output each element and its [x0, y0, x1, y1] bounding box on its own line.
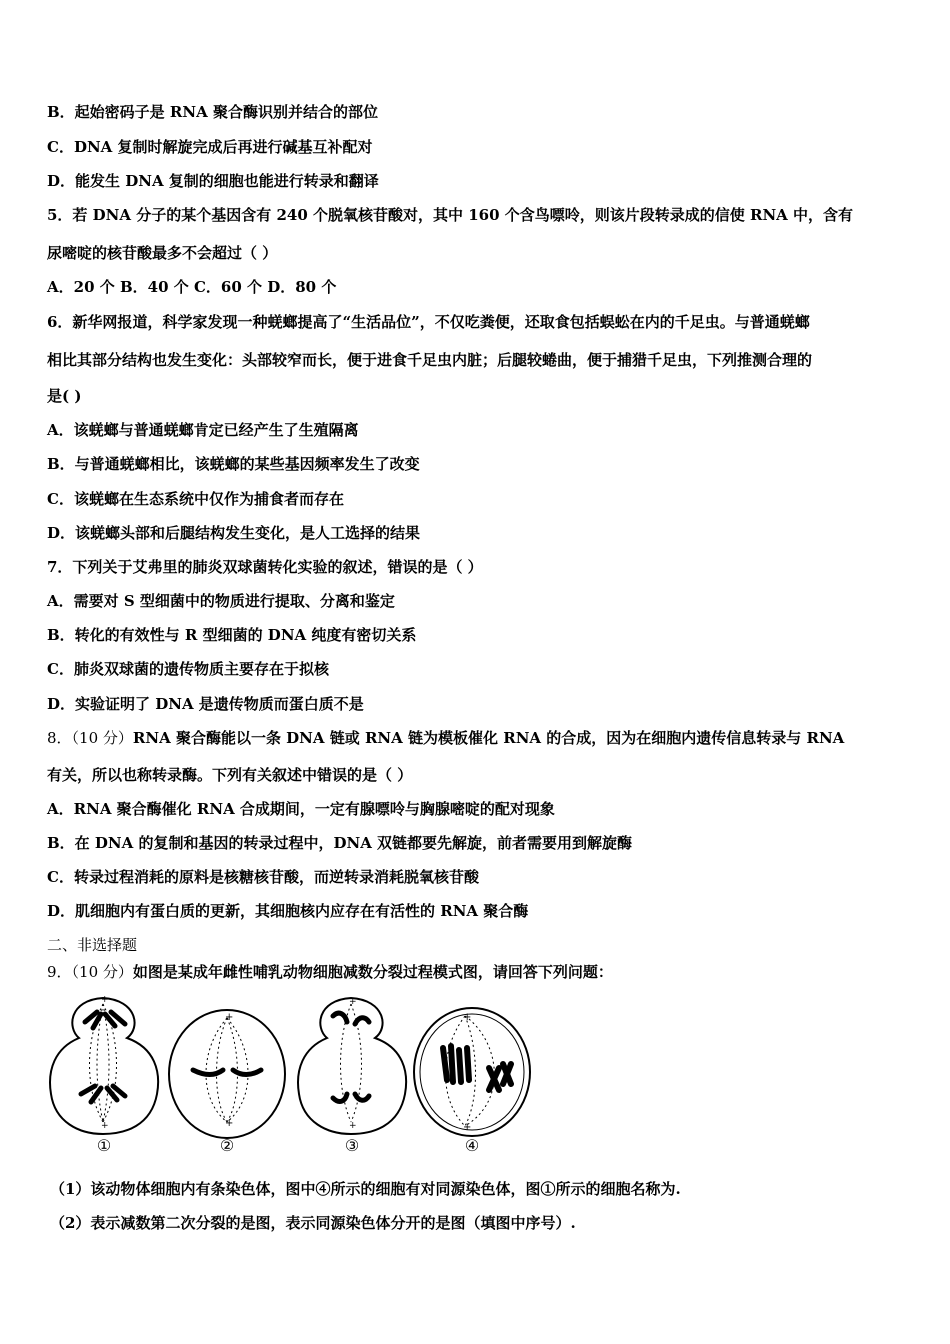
- q5-options: A．20 个 B．40 个 C．60 个 D．80 个: [47, 278, 337, 296]
- q8-option-c: C．转录过程消耗的原料是核糖核苷酸，而逆转录消耗脱氧核苷酸: [47, 868, 479, 886]
- q9-stem-text: 如图是某成年雌性哺乳动物细胞减数分裂过程模式图，请回答下列问题：: [132, 963, 613, 981]
- figure-label-3: ③: [344, 1136, 360, 1155]
- q4-option-c: C．DNA 复制时解旋完成后再进行碱基互补配对: [47, 138, 373, 156]
- svg-text:+: +: [349, 997, 357, 1007]
- q8-option-b: B．在 DNA 的复制和基因的转录过程中，DNA 双链都要先解旋，前者需要用到解旋酶: [47, 834, 633, 852]
- q4-option-d: D．能发生 DNA 复制的细胞也能进行转录和翻译: [47, 172, 379, 190]
- q7-option-b: B．转化的有效性与 R 型细菌的 DNA 纯度有密切关系: [47, 626, 417, 644]
- svg-text:+: +: [349, 1121, 357, 1131]
- q6-option-b: B．与普通蜣螂相比，该蜣螂的某些基因频率发生了改变: [47, 455, 420, 473]
- q6-option-a: A．该蜣螂与普通蜣螂肯定已经产生了生殖隔离: [47, 421, 359, 439]
- q8-option-a: A．RNA 聚合酶催化 RNA 合成期间，一定有腺嘌呤与胸腺嘧啶的配对现象: [47, 800, 555, 818]
- q6-stem-line1: 6．新华网报道，科学家发现一种蜣螂提高了“生活品位”，不仅吃粪便，还取食包括蜈蚣在内的千足虫。与普通蜣螂: [47, 313, 810, 331]
- q5-stem-line1: 5．若 DNA 分子的某个基因含有 240 个脱氧核苷酸对，其中 160 个含鸟嘌呤，则该片段转录成的信使 RNA 中，含有: [47, 206, 854, 224]
- svg-text:+: +: [101, 995, 109, 1005]
- cell-1-drawing: [45, 990, 163, 1140]
- q8-stem-line2: 有关，所以也称转录酶。下列有关叙述中错误的是（ ）: [47, 766, 413, 784]
- q6-option-d: D．该蜣螂头部和后腿结构发生变化，是人工选择的结果: [47, 524, 421, 542]
- q7-option-d: D．实验证明了 DNA 是遗传物质而蛋白质不是: [47, 695, 364, 713]
- cell-figure-4: [409, 990, 535, 1155]
- cell-4-drawing: [409, 990, 535, 1140]
- cell-figure-1: [45, 990, 163, 1155]
- q8-stem-line1: [47, 727, 844, 748]
- q4-option-b: B．起始密码子是 RNA 聚合酶识别并结合的部位: [47, 103, 378, 121]
- section-heading-nonchoice: 二、非选择题: [47, 936, 138, 954]
- svg-text:+: +: [225, 1118, 234, 1129]
- figure-label-1: ①: [96, 1136, 112, 1155]
- q7-stem: 7．下列关于艾弗里的肺炎双球菌转化实验的叙述，错误的是（ ）: [47, 558, 483, 576]
- q6-stem-line3: 是( ): [47, 387, 82, 405]
- cell-figure-2: [165, 990, 289, 1155]
- q8-score: 8．（10 分）: [47, 729, 133, 747]
- figure-label-4: ④: [464, 1136, 480, 1155]
- cell-3-drawing: [293, 990, 411, 1140]
- figure-label-2: ②: [219, 1136, 235, 1155]
- q9-stem: [47, 961, 613, 982]
- q9-score: 9．（10 分）: [47, 963, 133, 981]
- meiosis-figure-set: [45, 990, 545, 1162]
- svg-text:+: +: [101, 1121, 109, 1131]
- q9-subquestion-1: （1）该动物体细胞内有条染色体，图中④所示的细胞有对同源染色体，图①所示的细胞名称为.: [50, 1180, 681, 1198]
- q5-stem-line2: 尿嘧啶的核苷酸最多不会超过（ ）: [47, 244, 278, 262]
- svg-text:+: +: [225, 1012, 234, 1023]
- q6-option-c: C．该蜣螂在生态系统中仅作为捕食者而存在: [47, 490, 344, 508]
- q9-subquestion-2: （2）表示减数第二次分裂的是图，表示同源染色体分开的是图（填图中序号）.: [50, 1214, 576, 1232]
- q7-option-c: C．肺炎双球菌的遗传物质主要存在于拟核: [47, 660, 329, 678]
- cell-2-drawing: [165, 990, 289, 1140]
- svg-text:+: +: [463, 1012, 472, 1023]
- q8-option-d: D．肌细胞内有蛋白质的更新，其细胞核内应存在有活性的 RNA 聚合酶: [47, 902, 529, 920]
- q7-option-a: A．需要对 S 型细菌中的物质进行提取、分离和鉴定: [47, 592, 395, 610]
- q8-stem-text: RNA 聚合酶能以一条 DNA 链或 RNA 链为模板催化 RNA 的合成，因为在细胞内遗传信息转录与 RNA: [132, 729, 845, 747]
- svg-text:+: +: [463, 1122, 472, 1133]
- cell-figure-3: [293, 990, 411, 1155]
- q6-stem-line2: 相比其部分结构也发生变化：头部较窄而长，便于进食千足虫内脏；后腿较蜷曲，便于捕猎千足虫，下列推测合理的: [47, 351, 813, 369]
